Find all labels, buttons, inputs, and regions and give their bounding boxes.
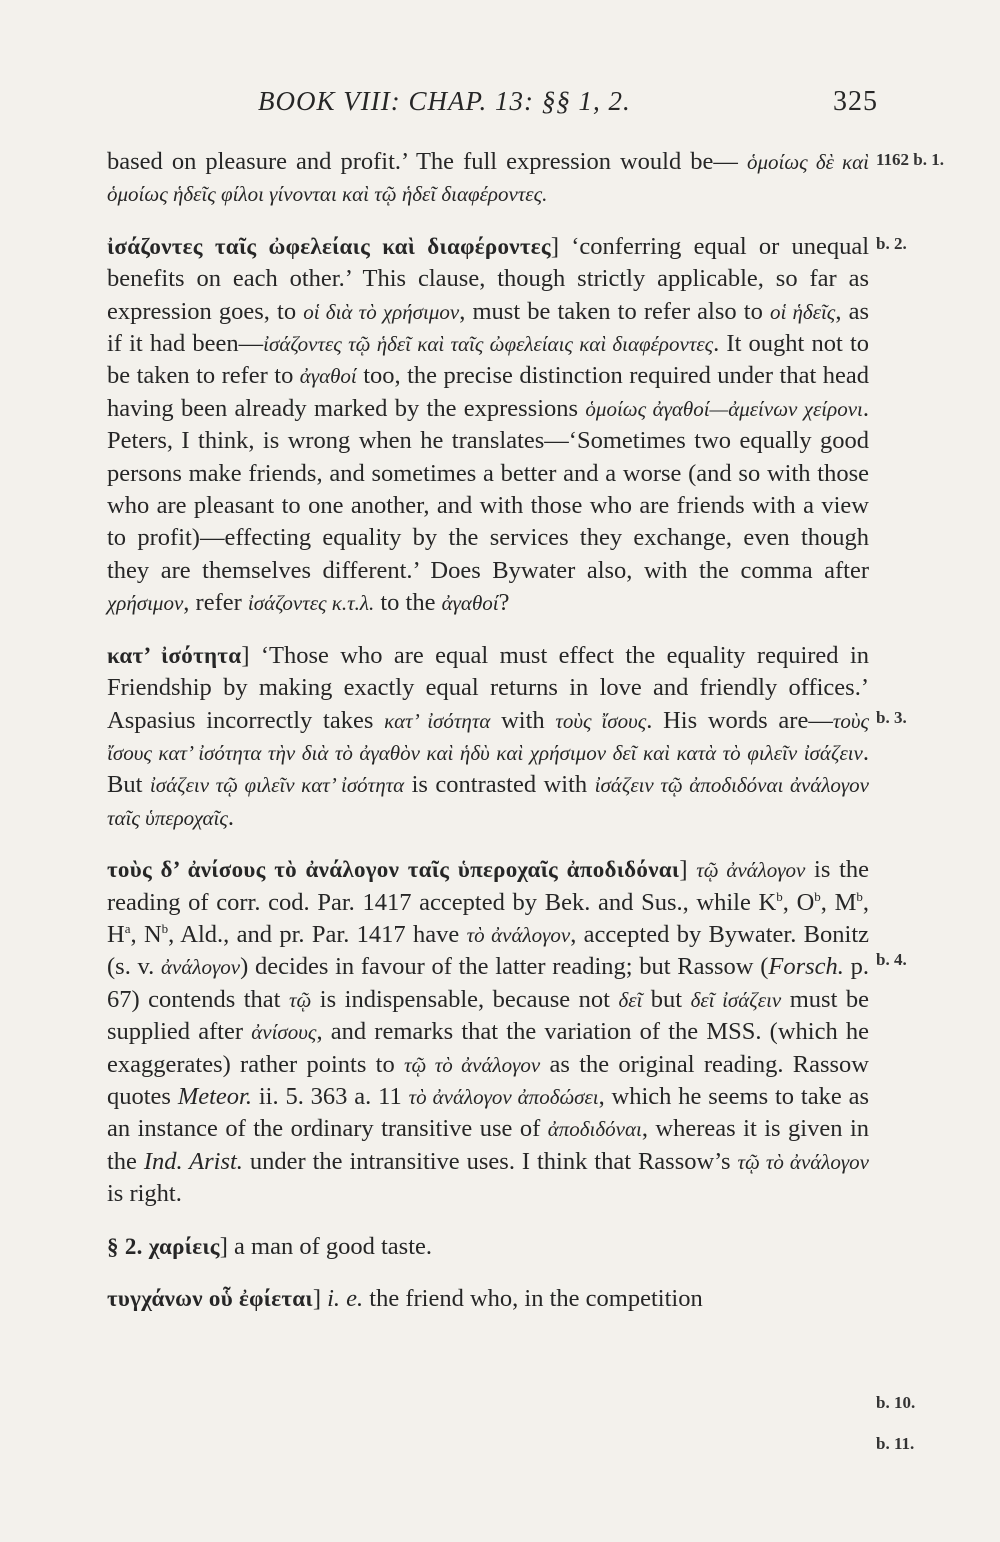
commentary-text bbox=[107, 146, 869, 1315]
text-run: ii. 5. 363 a. 11 bbox=[252, 1082, 409, 1110]
text-run: , must be taken to refer also to bbox=[459, 297, 770, 325]
margin-reference: b. 2. bbox=[876, 234, 907, 253]
greek-quote: ὁμοίως δὲ καὶ ὁμοίως ἡδεῖς φίλοι γίνονται καὶ τῷ ἡδεῖ διαφέροντες. bbox=[107, 150, 869, 207]
italic-citation: Meteor. bbox=[177, 1082, 252, 1110]
greek-quote: τῷ τὸ ἀνάλογον bbox=[403, 1052, 541, 1077]
greek-quote: χρήσιμον bbox=[107, 591, 184, 616]
greek-quote: τὸ ἀνάλογον bbox=[466, 922, 571, 947]
running-title: BOOK VIII: CHAP. 13: §§ 1, 2. bbox=[258, 86, 631, 116]
superscript: b bbox=[776, 888, 783, 904]
greek-quote: ἀνάλογον bbox=[161, 955, 241, 980]
text-run: . bbox=[227, 803, 235, 831]
greek-quote: δεῖ ἰσάζειν bbox=[690, 987, 782, 1012]
greek-quote: ἰσάζειν τῷ φιλεῖν κατ’ ἰσότητα bbox=[149, 773, 405, 798]
lemma: χαρίεις bbox=[148, 1233, 220, 1259]
greek-quote: τῷ bbox=[288, 987, 312, 1012]
text-run: p. 67) contends that bbox=[107, 953, 869, 1013]
superscript: a bbox=[124, 920, 131, 936]
greek-quote: τὸ ἀνάλογον ἀποδώσει bbox=[408, 1084, 599, 1109]
text-run: to the bbox=[374, 589, 442, 617]
greek-quote: τῷ τὸ ἀνάλογον bbox=[737, 1149, 869, 1174]
lemma: § 2. bbox=[107, 1233, 149, 1259]
italic-citation: Forsch. bbox=[768, 953, 844, 981]
text-run: is indispensable, because not bbox=[311, 985, 619, 1013]
italic-citation: Ind. Arist. bbox=[143, 1147, 243, 1175]
text-run: based on pleasure and profit.’ The full expression would be— bbox=[107, 148, 747, 175]
page-header bbox=[258, 86, 878, 126]
greek-quote: ὁμοίως ἀγαθοί—ἀμείνων χείρονι bbox=[585, 396, 863, 421]
text-run: , and remarks that the variation of the MSS. (which he exaggerates) rather points to bbox=[107, 1018, 869, 1078]
text-run: , M bbox=[820, 888, 857, 916]
greek-quote: κατ’ ἰσότητα bbox=[384, 708, 491, 733]
text-run: must be supplied after bbox=[107, 985, 870, 1046]
lemma: τυγχάνων οὗ ἐφίεται bbox=[107, 1286, 313, 1311]
commentary-paragraph bbox=[107, 231, 869, 620]
margin-reference: b. 3. bbox=[876, 708, 907, 727]
greek-quote: ἀποδιδόναι bbox=[547, 1117, 642, 1142]
lemma: τοὺς δ’ ἀνίσους τὸ ἀνάλογον ταῖς ὑπεροχαῖς ἀποδιδόναι bbox=[107, 857, 680, 883]
superscript: b bbox=[161, 920, 169, 936]
commentary-paragraph bbox=[107, 854, 869, 1210]
greek-quote: ἰσάζοντες κ.τ.λ. bbox=[247, 591, 375, 616]
margin-reference: b. 10. bbox=[876, 1393, 916, 1412]
superscript: b bbox=[814, 888, 821, 904]
greek-quote: τοὺς ἴσους κατ’ ἰσότητα τὴν διὰ τὸ ἀγαθὸν καὶ ἡδὺ καὶ χρήσιμον δεῖ καὶ κατὰ τὸ φιλεῖν ἰσάζειν bbox=[107, 708, 870, 765]
greek-quote: ἀγαθοί bbox=[299, 364, 357, 389]
text-run: with bbox=[490, 706, 556, 734]
page-number: 325 bbox=[833, 86, 878, 117]
text-run: , as if it had been— bbox=[107, 297, 869, 358]
text-run: ] bbox=[679, 856, 697, 884]
text-run: . His words are— bbox=[646, 706, 833, 734]
text-run: . Peters, I think, is wrong when he translates—‘Sometimes two equally good persons make friends, and sometimes a better and a worse (and so with those who are pleasant to one another, and with those who are friends with a view to profit)—effecting equality by the services they exchange, even though they are themselves different.’ Does Bywater also, with the comma after bbox=[107, 394, 869, 584]
commentary-paragraph bbox=[107, 1283, 869, 1315]
greek-quote: τοὺς ἴσους bbox=[555, 708, 647, 733]
text-run: , O bbox=[782, 888, 815, 916]
greek-quote: ἀγαθοί bbox=[441, 591, 499, 616]
text-run: , accepted by Bywater. Bonitz (s. v. bbox=[107, 920, 869, 981]
greek-quote: ἰσάζοντες τῷ ἡδεῖ καὶ ταῖς ὠφελείαις καὶ διαφέροντες bbox=[263, 332, 714, 357]
greek-quote: δεῖ bbox=[618, 987, 643, 1012]
text-run: , refer bbox=[183, 589, 248, 617]
margin-reference: b. 4. bbox=[876, 950, 907, 969]
text-run: the friend who, in the competition bbox=[363, 1285, 703, 1312]
commentary-paragraph bbox=[107, 146, 869, 211]
text-run: . But bbox=[107, 738, 869, 799]
commentary-paragraph bbox=[107, 640, 869, 834]
text-run: ? bbox=[498, 589, 510, 617]
text-run: ] a man of good taste. bbox=[219, 1232, 433, 1260]
greek-quote: ἀνίσους bbox=[251, 1020, 317, 1045]
text-run: ) decides in favour of the latter reading; but Rassow ( bbox=[240, 953, 769, 981]
greek-quote: τῷ ἀνάλογον bbox=[696, 858, 806, 883]
text-run: but bbox=[642, 985, 691, 1013]
lemma: ἰσάζοντες ταῖς ὠφελείαις καὶ διαφέροντες bbox=[107, 233, 551, 259]
margin-reference: b. 11. bbox=[876, 1434, 915, 1453]
text-run: is the reading of corr. cod. Par. 1417 accepted by Bek. and Sus., while K bbox=[107, 856, 869, 916]
text-run: ] bbox=[312, 1285, 328, 1312]
lemma: κατ’ ἰσότητα bbox=[107, 642, 242, 668]
greek-quote: ἰσάζειν τῷ ἀποδιδόναι ἀνάλογον ταῖς ὑπεροχαῖς bbox=[107, 773, 870, 830]
text-run: , which he seems to take as an instance of the ordinary transitive use of bbox=[107, 1082, 869, 1143]
greek-quote: οἱ διὰ τὸ χρήσιμον bbox=[303, 299, 460, 324]
text-run: as the original reading. Rassow quotes bbox=[107, 1050, 869, 1110]
text-run: , N bbox=[130, 920, 162, 948]
text-run: , Ald., and pr. Par. 1417 have bbox=[168, 920, 467, 948]
text-run: under the intransitive uses. I think that Rassow’s bbox=[242, 1147, 738, 1175]
text-run: ] ‘Those who are equal must effect the equality required in Friendship by making exactly equal returns in love and friendly offices.’ Aspasius incorrectly takes bbox=[107, 641, 869, 734]
commentary-paragraph bbox=[107, 1231, 869, 1263]
text-run: is contrasted with bbox=[404, 771, 595, 799]
text-run: is right. bbox=[107, 1180, 182, 1208]
text-run: , whereas it is given in the bbox=[107, 1115, 869, 1175]
text-run: too, the precise distinction required under that head having been already marked by the expressions bbox=[107, 362, 869, 422]
text-run: . It ought not to be taken to refer to bbox=[107, 330, 870, 390]
superscript: b bbox=[856, 888, 863, 904]
margin-reference: 1162 b. 1. bbox=[876, 150, 945, 169]
italic-citation: i. e. bbox=[327, 1285, 364, 1312]
text-run: , H bbox=[107, 888, 869, 948]
greek-quote: οἱ ἡδεῖς bbox=[769, 299, 836, 324]
text-run: ] ‘conferring equal or unequal benefits on each other.’ This clause, though strictly applicable, so far as expression goes, to bbox=[107, 232, 870, 325]
